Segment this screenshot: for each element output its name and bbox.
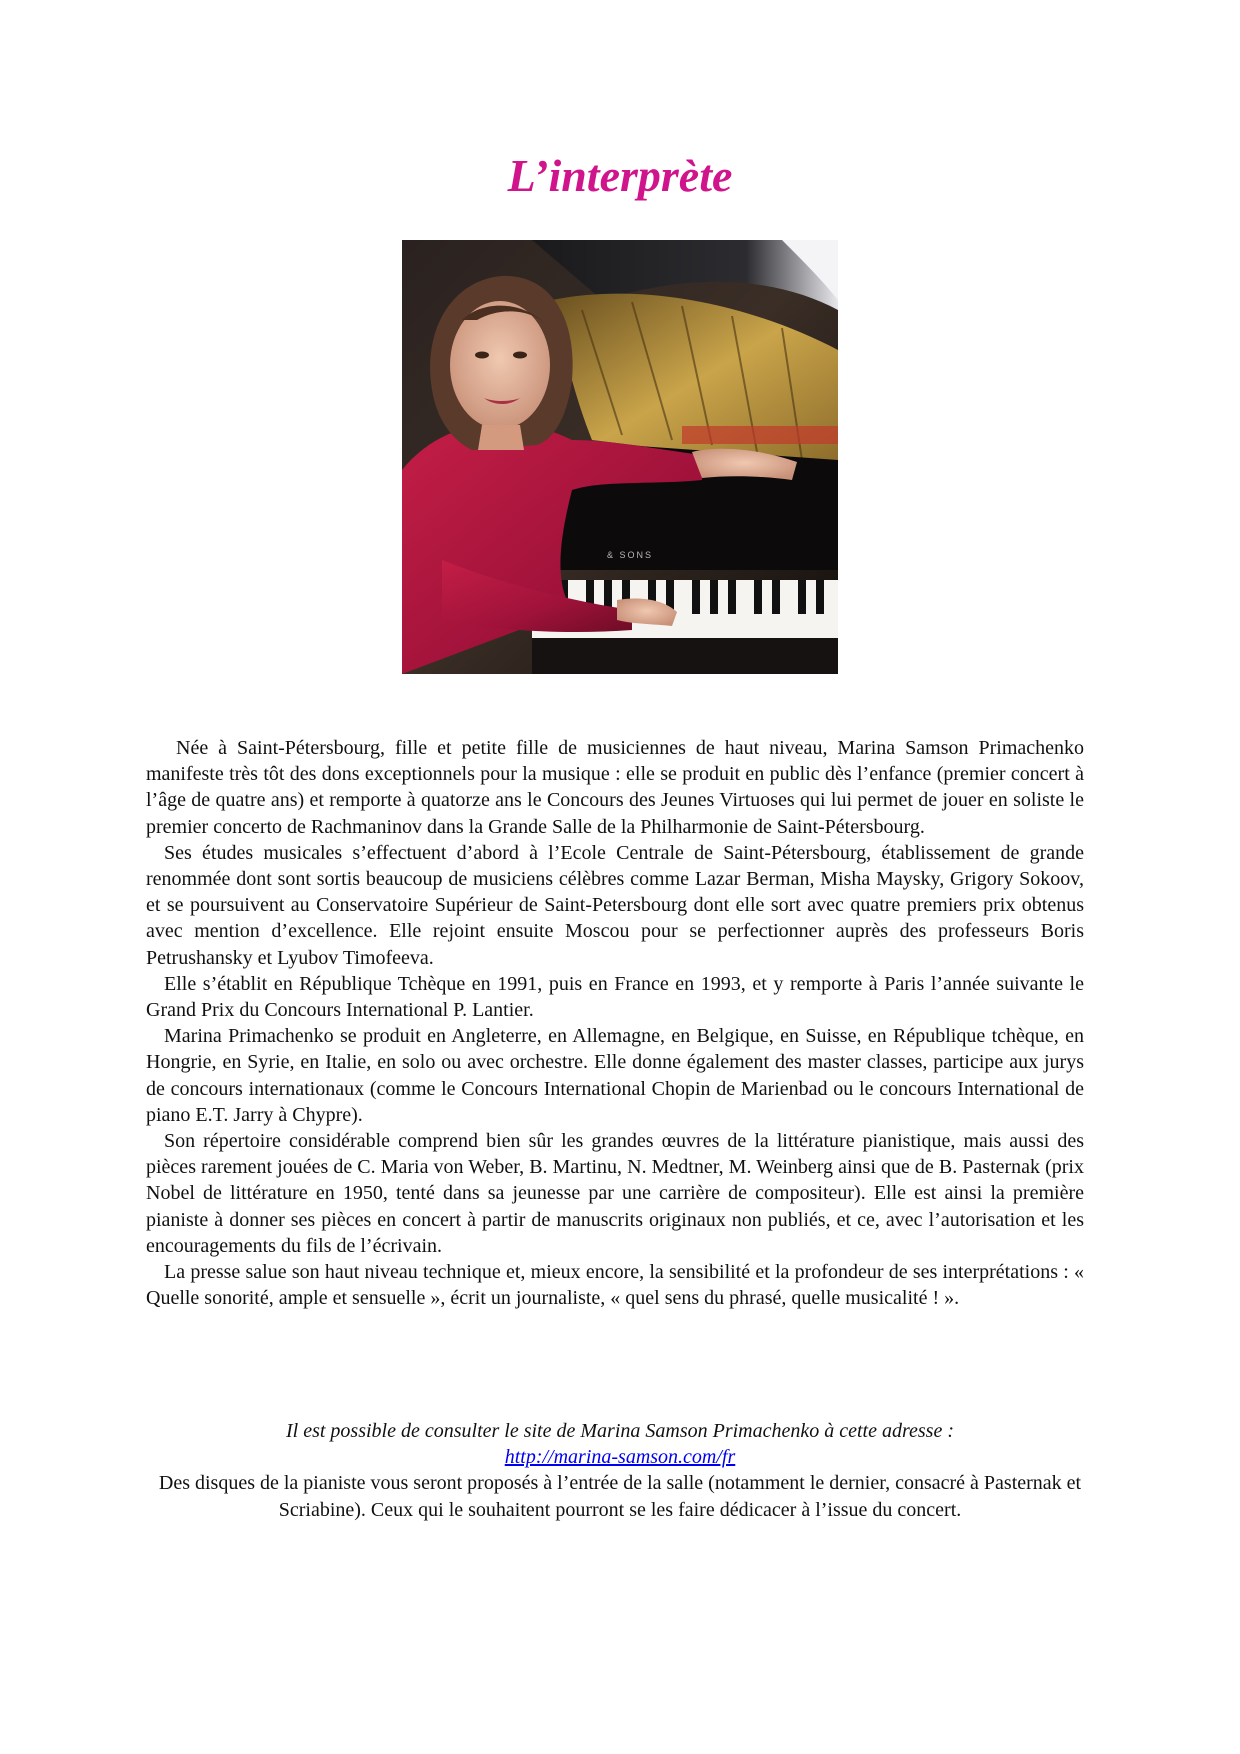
bio-paragraph: La presse salue son haut niveau technique et, mieux encore, la sensibilité et la profondeur de ses interprétations : « Quelle sonorité, ample et sensuelle », écrit un journaliste, « quel sens du phrasé, quelle musicalité ! ». bbox=[146, 1261, 1084, 1310]
biography bbox=[146, 735, 1084, 1311]
bio-paragraph: Née à Saint-Pétersbourg, fille et petite fille de musiciennes de haut niveau, Marina Samson Primachenko manifeste très tôt des dons exceptionnels pour la musique : elle se produit en public dès l’enfance (premier concert à l’âge de quatre ans) et remporte à quatorze ans le Concours des Jeunes Virtuoses qui lui permet de jouer en soliste le premier concerto de Rachmaninov dans la Grande Salle de la Philharmonie de Saint-Pétersbourg. bbox=[146, 737, 1084, 838]
page-title: L’interprète bbox=[507, 150, 733, 201]
bio-paragraph: Ses études musicales s’effectuent d’abord à l’Ecole Centrale de Saint-Pétersbourg, établissement de grande renommée dont sont sortis beaucoup de musiciens célèbres comme Lazar Berman, Misha Maysky, Grigory Sokoov, et se poursuivent au Conservatoire Supérieur de Saint-Petersbourg dont elle sort avec quatre premiers prix obtenus avec mention d’excellence. Elle rejoint ensuite Moscou pour se perfectionner auprès des professeurs Boris Petrushansky et Lyubov Timofeeva. bbox=[146, 841, 1084, 969]
portrait-illustration bbox=[402, 240, 838, 674]
discs-note: Des disques de la pianiste vous seront proposés à l’entrée de la salle (notamment le dernier, consacré à Pasternak et Scriabine). Ceux qui le souhaitent pourront se les faire dédicacer à l’issue du concert. bbox=[158, 1472, 1082, 1521]
piano-brand-text: & SONS bbox=[607, 550, 654, 560]
pianist-portrait-photo bbox=[402, 240, 838, 674]
footer bbox=[120, 1418, 1120, 1523]
bio-paragraph: Son répertoire considérable comprend bien sûr les grandes œuvres de la littérature pianistique, mais aussi des pièces rarement jouées de C. Maria von Weber, B. Martinu, N. Medtner, M. Weinberg ainsi que de B. Pasternak (prix Nobel de littérature en 1950, tenté dans sa jeunesse par une carrière de compositeur). Elle est ainsi la première pianiste à donner ses pièces en concert à partir de manuscrits originaux non publiés, et ce, avec l’autorisation et les encouragements du fils de l’écrivain. bbox=[146, 1130, 1084, 1257]
bio-paragraph: Marina Primachenko se produit en Angleterre, en Allemagne, en Belgique, en Suisse, en République tchèque, en Hongrie, en Syrie, en Italie, en solo ou avec orchestre. Elle donne également des master classes, participe aux jurys de concours internationaux (comme le Concours International Chopin de Marienbad ou le concours International de piano E.T. Jarry à Chypre). bbox=[146, 1025, 1084, 1126]
website-link[interactable]: http://marina-samson.com/fr bbox=[504, 1446, 736, 1469]
website-note: Il est possible de consulter le site de Marina Samson Primachenko à cette adresse : bbox=[285, 1420, 954, 1442]
bio-paragraph: Elle s’établit en République Tchèque en 1991, puis en France en 1993, et y remporte à Paris l’année suivante le Grand Prix du Concours International P. Lantier. bbox=[146, 972, 1084, 1022]
